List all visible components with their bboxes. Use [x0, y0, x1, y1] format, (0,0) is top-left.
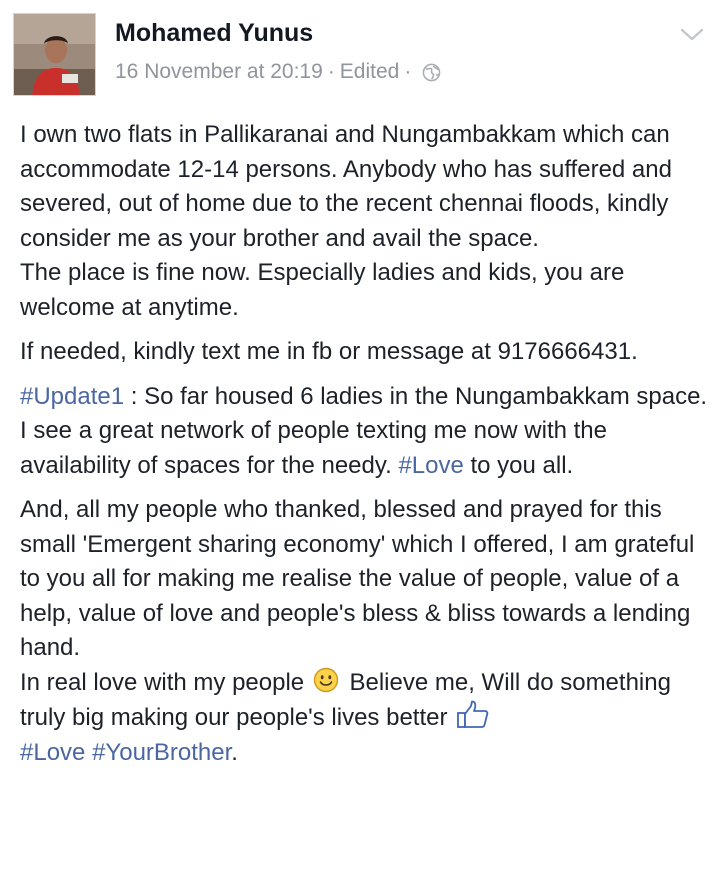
- post-paragraph-6: [20, 666, 710, 771]
- post-paragraph-3: If needed, kindly text me in fb or message at 9176666431.: [20, 338, 638, 365]
- author-name[interactable]: Mohamed Yunus: [115, 19, 314, 47]
- update-text: : So far housed 6 ladies in the Nungambakkam space. I see a great network of people texting me now with the availability of spaces for the needy.: [20, 382, 708, 479]
- post-paragraph-1: I own two flats in Pallikaranai and Nungambakkam which can accommodate 12-14 persons. Anybody who has suffered and severed, out of home due to the recent chennai floods, kindly consider me as your brother and avail the space.: [20, 121, 672, 252]
- final-period: .: [231, 738, 238, 766]
- edited-label[interactable]: Edited: [339, 60, 400, 83]
- author-avatar[interactable]: [13, 13, 96, 96]
- post-paragraph-5: And, all my people who thanked, blessed and prayed for this small 'Emergent sharing economy' which I offered, I am grateful to you all for making me realise the value of people, value of a help, value of love and people's bless & bliss towards a lending hand.: [20, 496, 695, 661]
- chevron-down-icon[interactable]: [679, 24, 705, 44]
- post-meta: [115, 60, 441, 84]
- post-timestamp[interactable]: 16 November at 20:19: [115, 60, 323, 83]
- hashtag-love-2[interactable]: #Love: [20, 738, 86, 766]
- update-end: to you all.: [463, 451, 574, 479]
- hashtag-update1[interactable]: #Update1: [20, 382, 125, 410]
- post-paragraph-2: The place is fine now. Especially ladies and kids, you are welcome at anytime.: [20, 259, 625, 321]
- post-body: [20, 118, 710, 770]
- meta-separator: ·: [327, 60, 335, 83]
- smile-emoji-icon: [313, 667, 339, 693]
- post-paragraph-4: [20, 380, 710, 484]
- avatar-photo-icon: [14, 14, 96, 96]
- meta-separator-2: ·: [404, 60, 412, 83]
- closing-text-a: In real love with my people: [20, 668, 311, 696]
- closing-text-b: Believe me, Will do something truly big making our people's lives better: [20, 668, 671, 731]
- thumbs-up-icon: [456, 700, 490, 730]
- post-header: [0, 0, 725, 100]
- globe-icon[interactable]: [422, 63, 441, 82]
- hashtag-yourbrother[interactable]: #YourBrother: [92, 738, 232, 766]
- hashtag-love[interactable]: #Love: [398, 451, 464, 479]
